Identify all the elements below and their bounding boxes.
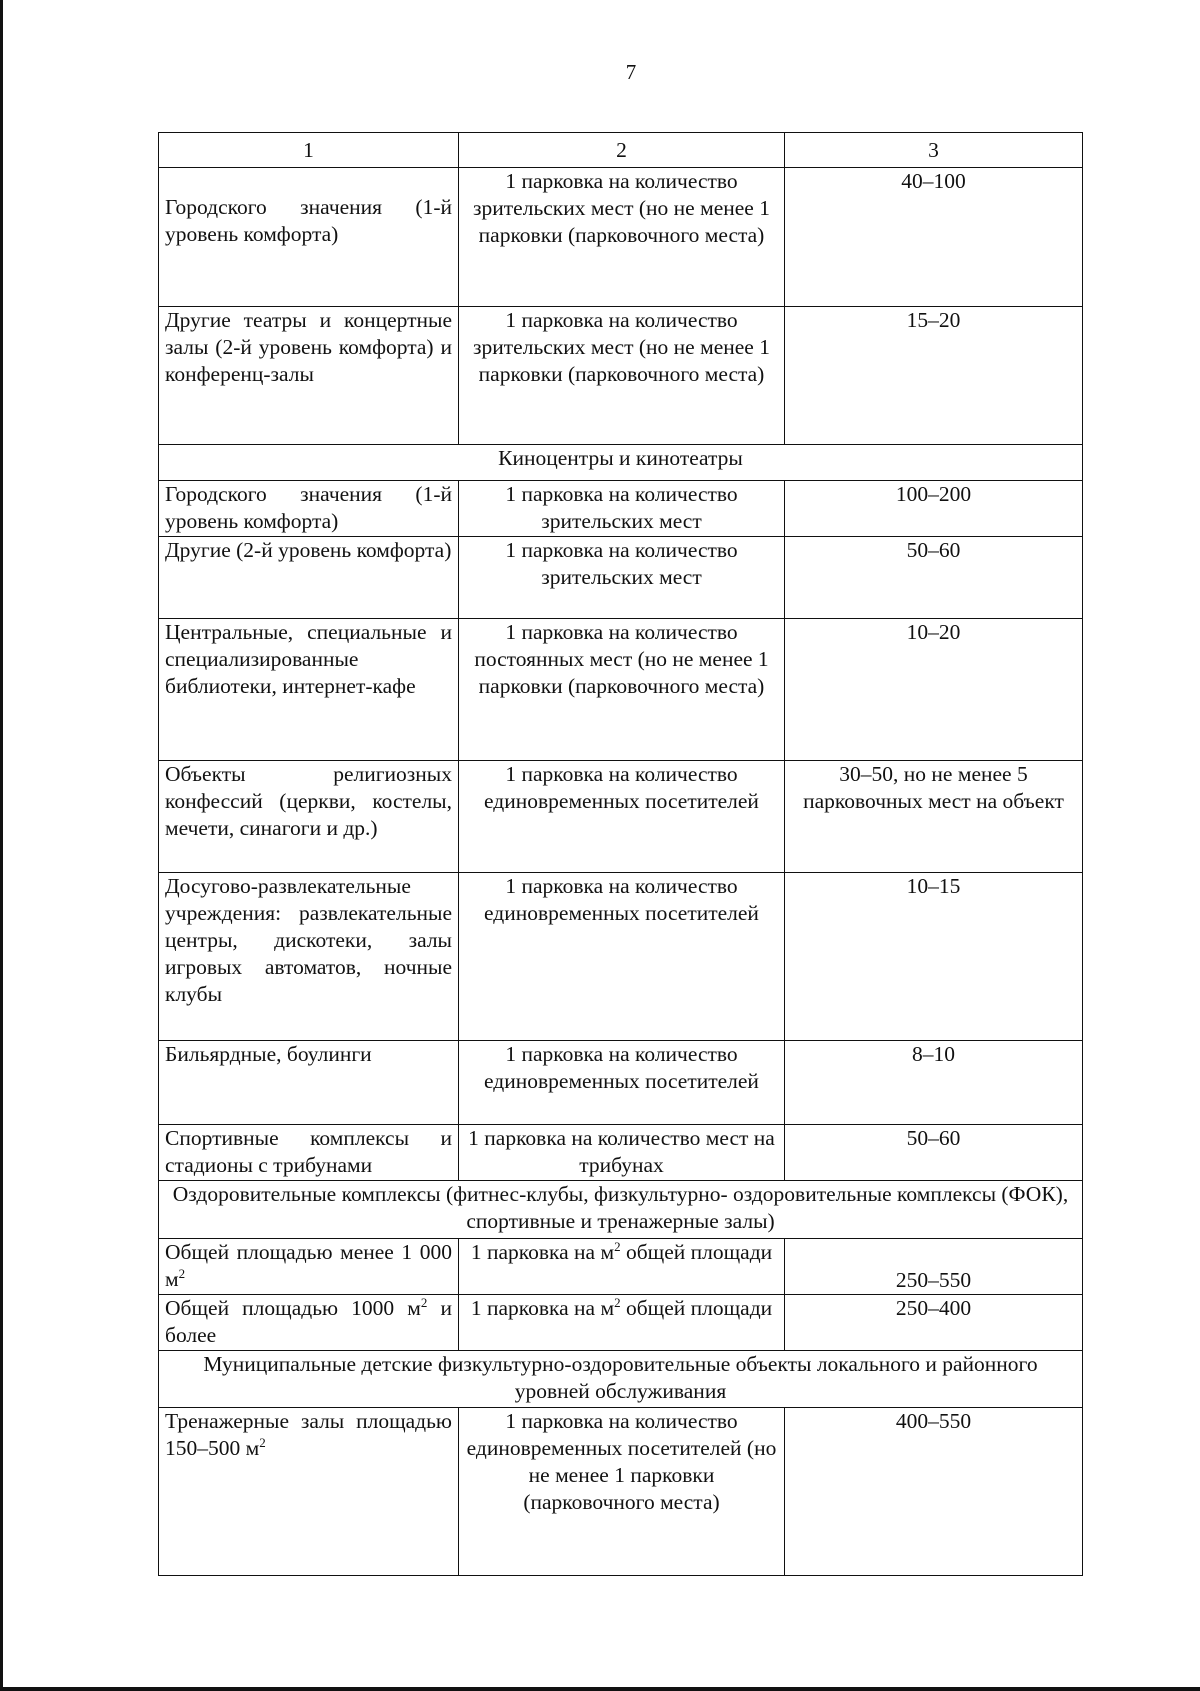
table-row [159,1239,1083,1295]
object-type-cell: Бильярдные, боулинги [159,1041,459,1125]
norm-text-tail: общей площади [620,1296,773,1320]
superscript: 2 [614,1294,621,1310]
value-cell: 10–20 [785,619,1083,761]
value-cell: 8–10 [785,1041,1083,1125]
value-cell: 250–550 [785,1239,1083,1295]
object-type-text: Городского значения (1-й уровень комфорта) [165,195,452,246]
section-row [159,1181,1083,1239]
object-type-cell [159,1295,459,1351]
value-cell: 15–20 [785,307,1083,445]
scan-left-edge [0,0,3,1691]
table-row [159,1041,1083,1125]
table-row [159,761,1083,873]
value-cell: 10–15 [785,873,1083,1041]
section-heading: Муниципальные детские физкультурно-оздоровительные объекты локального и районного уровней обслуживания [159,1351,1083,1408]
table-row [159,873,1083,1041]
table-row [159,619,1083,761]
value-cell: 40–100 [785,168,1083,307]
object-type-cell: Городского значения (1-й уровень комфорта) [159,481,459,537]
norm-text-tail: общей площади [620,1240,773,1264]
header-col-2: 2 [459,133,785,168]
object-type-cell: Объекты религиозных конфессий (церкви, костелы, мечети, синагоги и др.) [159,761,459,873]
superscript: 2 [178,1265,186,1281]
table-row [159,168,1083,307]
norm-cell: 1 парковка на количество зрительских мест [459,537,785,619]
object-type-cell: Другие театры и концертные залы (2-й уровень комфорта) и конференц-залы [159,307,459,445]
section-heading: Оздоровительные комплексы (фитнес-клубы, физкультурно- оздоровительные комплексы (ФОК), спортивные и тренажерные залы) [159,1181,1083,1239]
header-col-3: 3 [785,133,1083,168]
value-cell: 400–550 [785,1408,1083,1576]
superscript: 2 [259,1434,266,1450]
norm-cell [459,1295,785,1351]
superscript: 2 [614,1238,621,1254]
table-row [159,307,1083,445]
section-heading: Киноцентры и кинотеатры [159,445,1083,481]
norm-text: 1 парковка на м [470,1240,615,1264]
section-row [159,1351,1083,1408]
object-type-text: Тренажерные залы площадью 150–500 м [165,1409,452,1460]
parking-norms-table [158,132,1083,1576]
table-header-row [159,133,1083,168]
norm-cell [459,1239,785,1295]
value-cell: 50–60 [785,537,1083,619]
object-type-text: Общей площадью 1000 м [165,1296,421,1320]
object-type-cell: Центральные, специальные и специализированные библиотеки, интернет-кафе [159,619,459,761]
norm-cell: 1 парковка на количество единовременных посетителей [459,873,785,1041]
object-type-cell: Досугово-развлекательные учреждения: развлекательные центры, дискотеки, залы игровых автоматов, ночные клубы [159,873,459,1041]
norm-cell: 1 парковка на количество единовременных посетителей [459,1041,785,1125]
object-type-text: Общей площадью менее 1 000 м [165,1240,452,1291]
object-type-cell [159,168,459,307]
value-cell: 100–200 [785,481,1083,537]
page-number: 7 [625,60,637,84]
section-row [159,445,1083,481]
norm-text: 1 парковка на м [470,1296,615,1320]
norm-cell: 1 парковка на количество постоянных мест (но не менее 1 парковки (парковочного места) [459,619,785,761]
header-col-1: 1 [159,133,459,168]
object-type-text-tail: и более [165,1296,452,1347]
value-cell: 30–50, но не менее 5 парковочных мест на объект [785,761,1083,873]
norm-cell: 1 парковка на количество зрительских мест (но не менее 1 парковки (парковочного места) [459,307,785,445]
norm-cell: 1 парковка на количество единовременных посетителей [459,761,785,873]
norm-cell: 1 парковка на количество единовременных посетителей (но не менее 1 парковки (парковочного места) [459,1408,785,1576]
table-row [159,1295,1083,1351]
norm-cell: 1 парковка на количество зрительских мест (но не менее 1 парковки (парковочного места) [459,168,785,307]
table-row [159,1408,1083,1576]
table-row [159,537,1083,619]
superscript: 2 [420,1294,428,1310]
object-type-cell [159,1408,459,1576]
object-type-cell: Другие (2-й уровень комфорта) [159,537,459,619]
norm-cell: 1 парковка на количество зрительских мест [459,481,785,537]
scan-bottom-edge [0,1687,1200,1691]
object-type-cell: Спортивные комплексы и стадионы с трибунами [159,1125,459,1181]
norm-cell: 1 парковка на количество мест на трибунах [459,1125,785,1181]
table-row [159,1125,1083,1181]
object-type-cell [159,1239,459,1295]
value-cell: 250–400 [785,1295,1083,1351]
value-cell: 50–60 [785,1125,1083,1181]
table-row [159,481,1083,537]
